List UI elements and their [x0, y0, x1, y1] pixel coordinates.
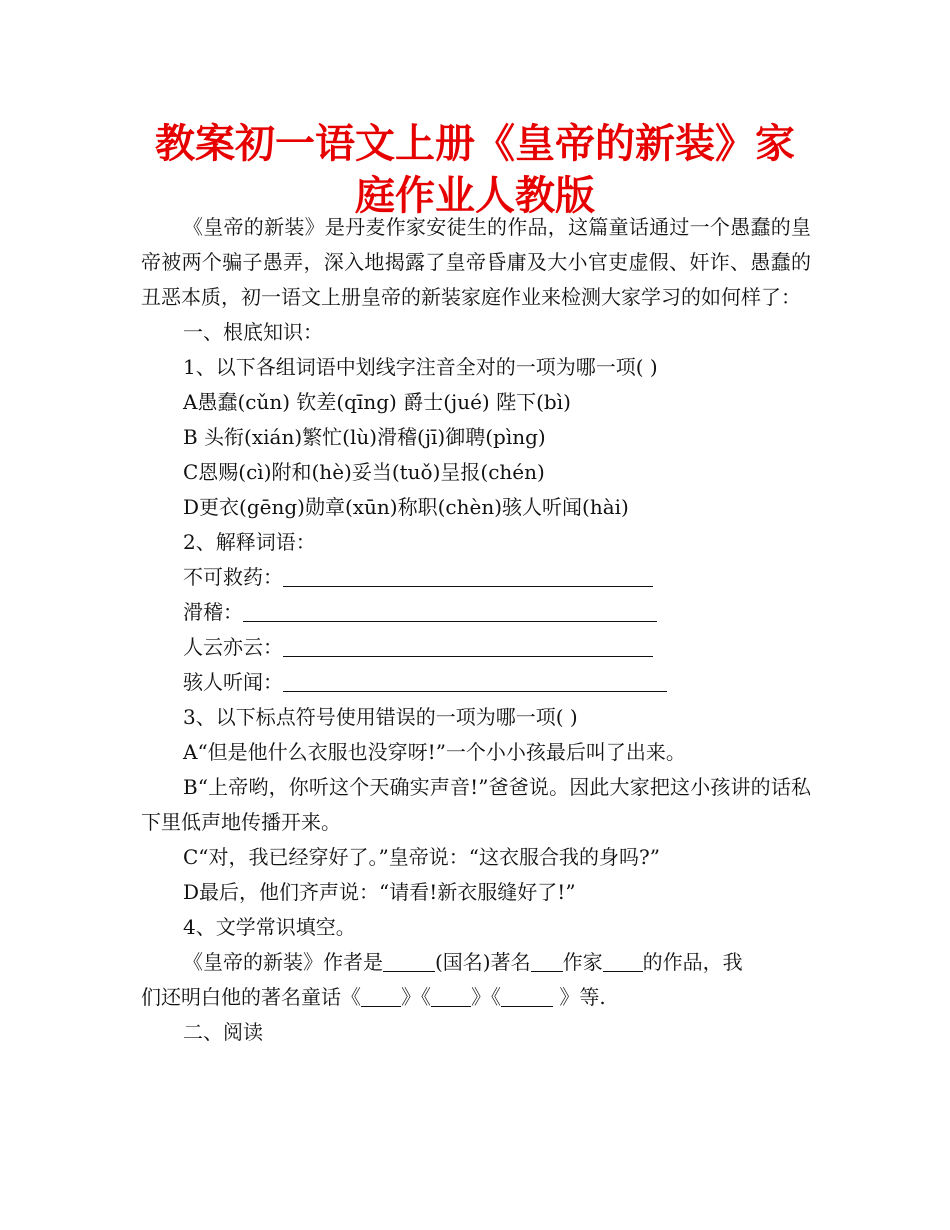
term-line	[141, 630, 811, 665]
question-3-option-c: C“对，我已经穿好了。”皇帝说：“这衣服合我的身吗?”	[183, 845, 660, 869]
question-2-stem: 2、解释词语：	[183, 530, 316, 554]
answer-blank[interactable]	[383, 949, 435, 972]
answer-blank[interactable]	[431, 984, 471, 1007]
section-heading-basics: 一、根底知识：	[183, 320, 323, 344]
answer-blank[interactable]	[283, 669, 667, 692]
question-4-line-1	[141, 945, 811, 980]
answer-blank[interactable]	[531, 949, 563, 972]
answer-blank[interactable]	[283, 634, 653, 657]
term-line	[141, 595, 811, 630]
fill-text: 》等.	[553, 985, 606, 1009]
term-label: 骇人听闻：	[183, 670, 283, 694]
document-title: 教案初一语文上册《皇帝的新装》家庭作业人教版	[155, 121, 795, 219]
answer-blank[interactable]	[361, 984, 401, 1007]
fill-text: 作家	[562, 950, 603, 974]
fill-text: 们还明白他的著名童话《	[141, 985, 361, 1009]
answer-blank[interactable]	[283, 564, 653, 587]
section-heading-reading: 二、阅读	[183, 1020, 263, 1044]
question-3-option-a: A“但是他什么衣服也没穿呀!”一个小小孩最后叫了出来。	[183, 740, 686, 764]
question-1-option-c: C恩赐(cì)附和(hè)妥当(tuǒ)呈报(chén)	[183, 460, 545, 484]
term-line	[141, 560, 811, 595]
question-1-stem: 1、以下各组词语中划线字注音全对的一项为哪一项( )	[183, 355, 658, 379]
question-1-option-b: B 头衔(xián)繁忙(lù)滑稽(jī)御聘(pìng)	[183, 425, 546, 449]
answer-blank[interactable]	[501, 984, 553, 1007]
term-line	[141, 665, 811, 700]
question-1-option-d: D更衣(gēng)勋章(xūn)称职(chèn)骇人听闻(hài)	[183, 495, 629, 519]
fill-text: 《皇帝的新装》作者是	[183, 950, 383, 974]
term-label: 不可救药：	[183, 565, 283, 589]
question-1-option-a: A愚蠢(cǔn) 钦差(qīng) 爵士(jué) 陛下(bì)	[183, 390, 571, 414]
fill-text: 的作品，我	[642, 950, 743, 974]
question-4-stem: 4、文学常识填空。	[183, 915, 356, 939]
answer-blank[interactable]	[243, 599, 657, 622]
answer-blank[interactable]	[603, 949, 643, 972]
fill-text: 》《	[471, 985, 501, 1009]
question-3-option-d: D最后，他们齐声说：“请看!新衣服缝好了!”	[183, 880, 576, 904]
question-3-option-b: B“上帝哟，你听这个天确实声音!”爸爸说。因此大家把这小孩讲的话私下里低声地传播开来。	[141, 775, 811, 834]
question-3-stem: 3、以下标点符号使用错误的一项为哪一项( )	[183, 705, 578, 729]
question-4-line-2	[141, 980, 811, 1015]
document-body	[141, 210, 811, 1050]
fill-text: (国名)著名	[435, 950, 531, 974]
intro-paragraph: 《皇帝的新装》是丹麦作家安徒生的作品，这篇童话通过一个愚蠢的皇帝被两个骗子愚弄，深入地揭露了皇帝昏庸及大小官吏虚假、奸诈、愚蠢的丑恶本质，初一语文上册皇帝的新装家庭作业来检测大家学习的如何样了：	[141, 215, 811, 309]
fill-text: 》《	[401, 985, 431, 1009]
term-label: 人云亦云：	[183, 635, 283, 659]
term-label: 滑稽：	[183, 600, 243, 624]
